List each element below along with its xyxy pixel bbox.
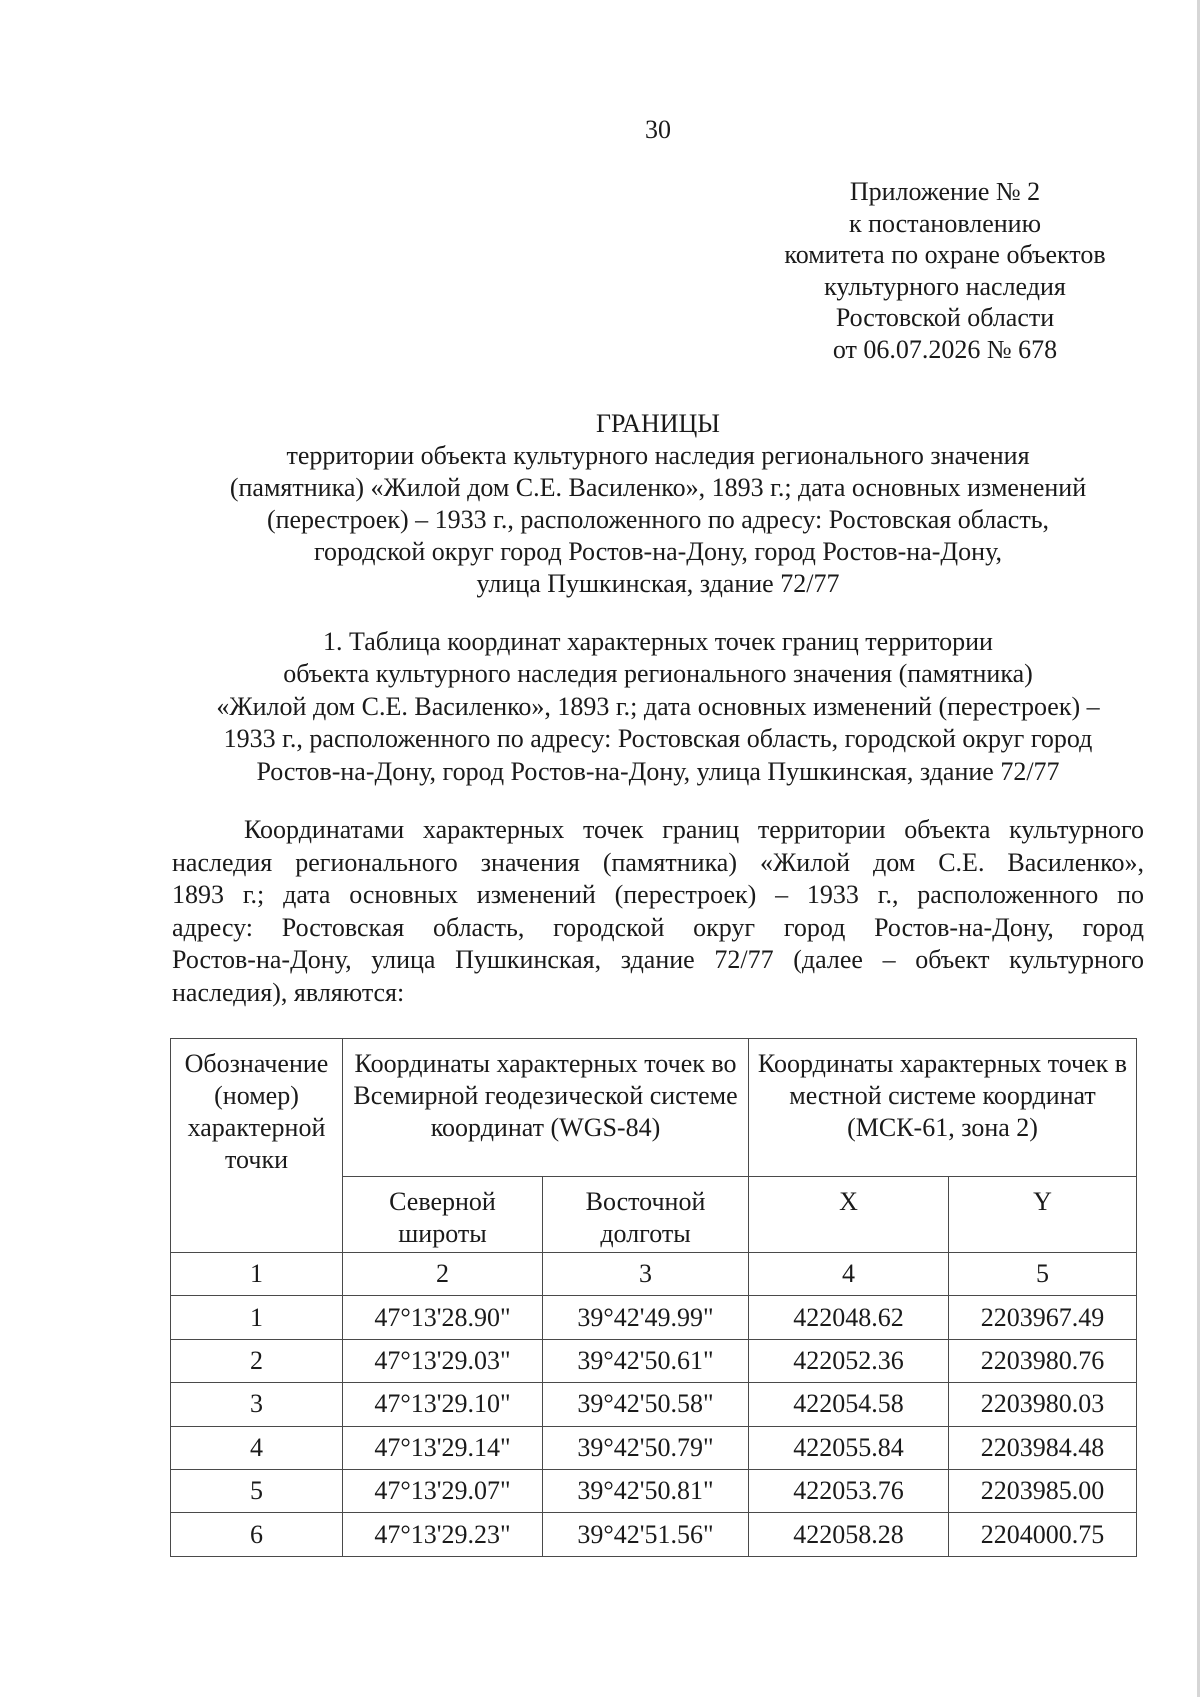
subtitle-line: (памятника) «Жилой дом С.Е. Василенко», 1893 г.; дата основных изменений bbox=[229, 473, 1087, 502]
table-row bbox=[171, 1513, 1137, 1556]
point-number: 3 bbox=[171, 1383, 343, 1426]
section-heading-line: 1. Таблица координат характерных точек границ территории bbox=[323, 627, 993, 656]
appendix-line: к постановлению bbox=[848, 208, 1042, 238]
longitude-cell: 39°42'51.56" bbox=[543, 1513, 749, 1556]
x-cell: 422054.58 bbox=[749, 1383, 949, 1426]
subtitle-line: территории объекта культурного наследия регионального значения bbox=[286, 441, 1030, 470]
header-msk61: Координаты характерных точек в местной системе координат (МСК-61, зона 2) bbox=[749, 1039, 1137, 1177]
subtitle-line: улица Пушкинская, здание 72/77 bbox=[476, 569, 840, 598]
coordinates-table bbox=[170, 1038, 1137, 1557]
header-point-number: Обозначение (номер) характерной точки bbox=[171, 1039, 343, 1253]
y-cell: 2203980.03 bbox=[949, 1383, 1137, 1426]
y-cell: 2203967.49 bbox=[949, 1296, 1137, 1339]
latitude-cell: 47°13'29.23" bbox=[343, 1513, 543, 1556]
body-paragraph bbox=[172, 814, 1144, 1009]
table-row bbox=[171, 1296, 1137, 1339]
column-number: 5 bbox=[949, 1253, 1137, 1296]
point-number: 1 bbox=[171, 1296, 343, 1339]
column-number: 1 bbox=[171, 1253, 343, 1296]
longitude-cell: 39°42'50.58" bbox=[543, 1383, 749, 1426]
x-cell: 422058.28 bbox=[749, 1513, 949, 1556]
paragraph-line: 1893 г.; дата основных изменений (перестроек) – 1933 г., расположенного по bbox=[172, 880, 1144, 909]
y-cell: 2203980.76 bbox=[949, 1339, 1137, 1382]
paragraph-line: адресу: Ростовская область, городской округ город Ростов-на-Дону, город bbox=[172, 912, 1144, 942]
table-row bbox=[171, 1339, 1137, 1382]
table-row bbox=[171, 1383, 1137, 1426]
paragraph-line: наследия регионального значения (памятника) «Жилой дом С.Е. Василенко», bbox=[172, 847, 1144, 877]
appendix-block bbox=[760, 176, 1130, 366]
column-number-row bbox=[171, 1253, 1137, 1296]
point-number: 4 bbox=[171, 1426, 343, 1469]
column-number: 4 bbox=[749, 1253, 949, 1296]
longitude-cell: 39°42'50.81" bbox=[543, 1469, 749, 1512]
latitude-cell: 47°13'28.90" bbox=[343, 1296, 543, 1339]
header-longitude: Восточной долготы bbox=[543, 1177, 749, 1253]
x-cell: 422053.76 bbox=[749, 1469, 949, 1512]
appendix-line: культурного наследия bbox=[824, 271, 1066, 301]
x-cell: 422052.36 bbox=[749, 1339, 949, 1382]
section-heading-line: 1933 г., расположенного по адресу: Ростовская область, городской округ город bbox=[223, 724, 1093, 754]
appendix-line: комитета по охране объектов bbox=[784, 240, 1106, 270]
y-cell: 2203984.48 bbox=[949, 1426, 1137, 1469]
latitude-cell: 47°13'29.14" bbox=[343, 1426, 543, 1469]
section-heading-line: Ростов-на-Дону, город Ростов-на-Дону, улица Пушкинская, здание 72/77 bbox=[256, 756, 1060, 786]
table-row bbox=[171, 1426, 1137, 1469]
subtitle-line: (перестроек) – 1933 г., расположенного по адресу: Ростовская область, bbox=[266, 505, 1050, 534]
subtitle-line: городской округ город Ростов-на-Дону, город Ростов-на-Дону, bbox=[314, 537, 1002, 566]
longitude-cell: 39°42'50.79" bbox=[543, 1426, 749, 1469]
section-heading-line: «Жилой дом С.Е. Василенко», 1893 г.; дата основных изменений (перестроек) – bbox=[216, 691, 1100, 721]
header-y: Y bbox=[949, 1177, 1137, 1253]
paragraph-line: Ростов-на-Дону, улица Пушкинская, здание 72/77 (далее – объект культурного bbox=[172, 945, 1144, 974]
paragraph-line: Координатами характерных точек границ территории объекта культурного bbox=[244, 815, 1144, 844]
x-cell: 422055.84 bbox=[749, 1426, 949, 1469]
header-latitude: Северной широты bbox=[343, 1177, 543, 1253]
appendix-line: Ростовской области bbox=[835, 303, 1055, 333]
latitude-cell: 47°13'29.07" bbox=[343, 1469, 543, 1512]
page-number: 30 bbox=[645, 115, 671, 144]
point-number: 6 bbox=[171, 1513, 343, 1556]
longitude-cell: 39°42'49.99" bbox=[543, 1296, 749, 1339]
appendix-line: Приложение № 2 bbox=[849, 177, 1041, 206]
column-number: 3 bbox=[543, 1253, 749, 1296]
table-row bbox=[171, 1469, 1137, 1512]
y-cell: 2203985.00 bbox=[949, 1469, 1137, 1512]
y-cell: 2204000.75 bbox=[949, 1513, 1137, 1556]
header-wgs84: Координаты характерных точек во Всемирной геодезической системе координат (WGS-84) bbox=[343, 1039, 749, 1177]
section-heading-line: объекта культурного наследия регионального значения (памятника) bbox=[283, 659, 1033, 689]
paragraph-line: наследия), являются: bbox=[172, 977, 405, 1007]
x-cell: 422048.62 bbox=[749, 1296, 949, 1339]
longitude-cell: 39°42'50.61" bbox=[543, 1339, 749, 1382]
document-subtitle bbox=[170, 440, 1146, 600]
latitude-cell: 47°13'29.10" bbox=[343, 1383, 543, 1426]
document-title: ГРАНИЦЫ bbox=[596, 409, 720, 438]
point-number: 2 bbox=[171, 1339, 343, 1382]
appendix-line: от 06.07.2026 № 678 bbox=[832, 334, 1058, 364]
point-number: 5 bbox=[171, 1469, 343, 1512]
header-x: X bbox=[749, 1177, 949, 1253]
section-heading bbox=[170, 626, 1146, 788]
column-number: 2 bbox=[343, 1253, 543, 1296]
latitude-cell: 47°13'29.03" bbox=[343, 1339, 543, 1382]
